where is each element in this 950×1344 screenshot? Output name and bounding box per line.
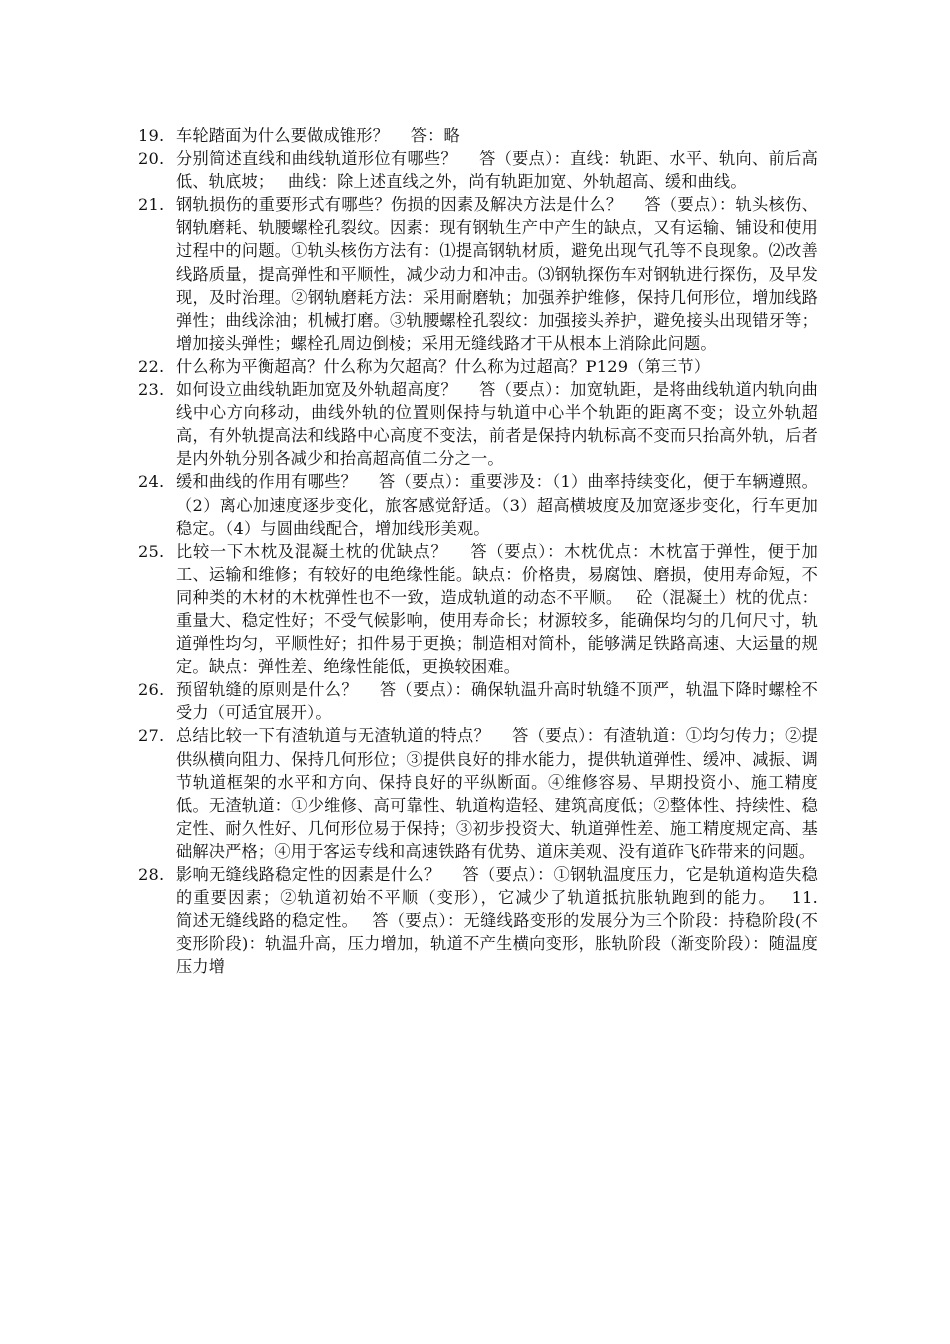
item-text: 什么称为平衡超高？什么称为欠超高？什么称为过超高？P129（第三节） [176,356,711,376]
item-text: 总结比较一下有渣轨道与无渣轨道的特点？ 答（要点）：有渣轨道：①均匀传力；②提供纵横向阻力、保持几何形位；③提供良好的排水能力，提供轨道弹性、缓冲、减振、调节轨道框架的水平和方向、保持良好的平纵断面。④维修容易、早期投资小、施工精度低。无渣轨道：①少维修、高可靠性、轨道构造轻、建筑高度低；②整体性、持续性、稳定性、耐久性好、几何形位易于保持；③初步投资大、轨道弹性差、施工精度规定高、基础解决严格；④用于客运专线和高速铁路有优势、道床美观、没有道砟飞砟带来的问题。 [176,726,818,861]
item-text: 比较一下木枕及混凝土枕的优缺点？ 答（要点）：木枕优点：木枕富于弹性，便于加工、运输和维修；有较好的电绝缘性能。缺点：价格贵，易腐蚀、磨损，使用寿命短，不同种类的木材的木枕弹性也不一致，造成轨道的动态不平顺。 砼（混凝土）枕的优点：重量大、稳定性好；不受气候影响，使用寿命长；材源较多，能确保均匀的几何尺寸，轨道弹性均匀，平顺性好；扣件易于更换；制造相对简朴，能够满足铁路高速、大运量的规定。缺点：弹性差、绝缘性能低，更换较困难。 [176,541,818,677]
item-number: 22. [138,356,165,376]
qa-item-24 [138,470,818,539]
qa-item-22 [138,355,818,378]
item-number: 19. [138,126,165,145]
item-text: 钢轨损伤的重要形式有哪些？伤损的因素及解决方法是什么？ 答（要点）：轨头核伤、钢轨磨耗、轨腰螺栓孔裂纹。因素：现有钢轨生产中产生的缺点，又有运输、铺设和使用过程中的问题。①轨头核伤方法有：⑴提高钢轨材质，避免出现气孔等不良现象。⑵改善线路质量，提高弹性和平顺性，减少动力和冲击。⑶钢轨探伤车对钢轨进行探伤，及早发现，及时治理。②钢轨磨耗方法：采用耐磨轨；加强养护维修，保持几何形位，增加线路弹性；曲线涂油；机械打磨。③轨腰螺栓孔裂纹：加强接头养护，避免接头出现错牙等；增加接头弹性；螺栓孔周边倒棱；采用无缝线路才干从根本上消除此问题。 [176,195,818,353]
item-number: 21. [138,195,165,215]
item-text: 分别简述直线和曲线轨道形位有哪些？ 答（要点）：直线：轨距、水平、轨向、前后高低、轨底坡； 曲线：除上述直线之外，尚有轨距加宽、外轨超高、缓和曲线。 [176,149,818,192]
item-number: 26. [138,680,165,700]
question-answer-list [138,124,840,978]
qa-item-20 [138,147,818,193]
item-number: 20. [138,149,165,169]
qa-item-27 [138,724,818,863]
item-text: 影响无缝线路稳定性的因素是什么？ 答（要点）：①钢轨温度压力，它是轨道构造失稳的重要因素；②轨道初始不平顺（变形），它减少了轨道抵抗胀轨跑到的能力。 11. 简述无缝线路的稳定性。 答（要点）：无缝线路变形的发展分为三个阶段：持稳阶段(不变形阶段)：轨温升高，压力增加，轨道不产生横向变形，胀轨阶段（渐变阶段）：随温度压力增 [176,865,840,977]
qa-item-23 [138,378,818,470]
item-text: 如何设立曲线轨距加宽及外轨超高度？ 答（要点）：加宽轨距，是将曲线轨道内轨向曲线中心方向移动，曲线外轨的位置则保持与轨道中心半个轨距的距离不变；设立外轨超高，有外轨提高法和线路中心高度不变法，前者是保持内轨标高不变而只抬高外轨，后者是内外轨分别各减少和抬高超高值二分之一。 [176,380,818,469]
item-number: 28. [138,865,165,884]
item-text: 预留轨缝的原则是什么？ 答（要点）：确保轨温升高时轨缝不顶严，轨温下降时螺栓不受力（可适宜展开）。 [176,680,818,723]
item-number: 25. [138,541,165,561]
item-text: 车轮踏面为什么要做成锥形？ 答：略 [176,126,460,145]
item-number: 24. [138,472,165,492]
qa-item-21 [138,193,818,355]
qa-item-19 [138,124,818,147]
item-number: 27. [138,726,165,746]
qa-item-25 [138,540,818,679]
item-number: 23. [138,380,165,400]
qa-item-26 [138,678,818,724]
item-text: 缓和曲线的作用有哪些？ 答（要点）：重要涉及：（1）曲率持续变化，便于车辆遵照。（2）离心加速度逐步变化，旅客感觉舒适。（3）超高横坡度及加宽逐步变化，行车更加稳定。（4）与圆曲线配合，增加线形美观。 [176,472,818,538]
qa-item-28 [138,863,840,978]
